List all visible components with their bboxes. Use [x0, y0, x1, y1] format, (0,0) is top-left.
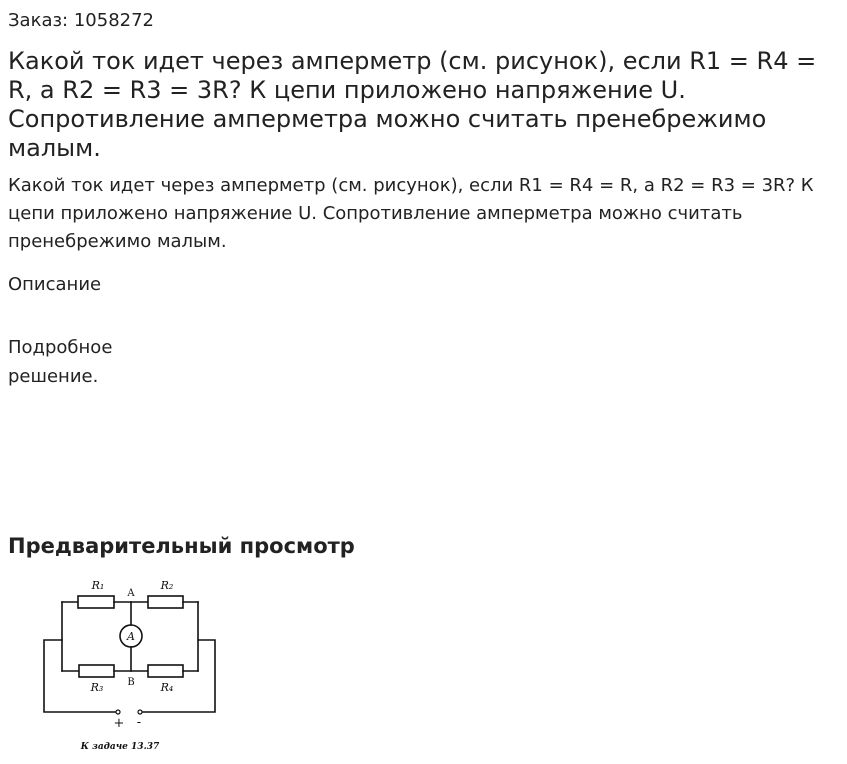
order-label: Заказ:	[8, 10, 69, 31]
label-r4: R₄	[160, 681, 174, 694]
label-minus: -	[136, 715, 142, 730]
terminal-plus	[116, 710, 120, 714]
diagram-caption: К задаче 13.37	[80, 742, 160, 752]
preview-heading: Предварительный просмотр	[8, 534, 355, 558]
label-node-a: A	[127, 588, 135, 599]
label-r2: R₂	[160, 579, 174, 592]
circuit-diagram	[0, 570, 240, 760]
label-node-b: B	[127, 677, 135, 688]
description-text: Подробное решение.	[8, 337, 113, 387]
task-text: Какой ток идет через амперметр (см. рисунок), если R1 = R4 = R, а R2 = R3 = 3R? К цепи приложено напряжение U. Сопротивление амперметра можно считать пренебрежимо малым.	[8, 175, 814, 252]
order-number	[8, 7, 154, 35]
order-id: 1058272	[73, 10, 155, 31]
label-r3: R₃	[90, 681, 104, 694]
resistor-r2	[148, 596, 183, 608]
terminal-minus	[138, 710, 142, 714]
label-ammeter: A	[127, 630, 135, 643]
resistor-r3	[79, 665, 114, 677]
resistor-r1	[78, 596, 114, 608]
description-heading: Описание	[8, 274, 102, 295]
task-title: Какой ток идет через амперметр (см. рисунок), если R1 = R4 = R, а R2 = R3 = 3R? К цепи приложено напряжение U. Сопротивление амперметра можно считать пренебрежимо малым.	[8, 47, 817, 162]
label-plus: +	[113, 716, 125, 731]
resistor-r4	[148, 665, 183, 677]
label-r1: R₁	[91, 579, 105, 592]
